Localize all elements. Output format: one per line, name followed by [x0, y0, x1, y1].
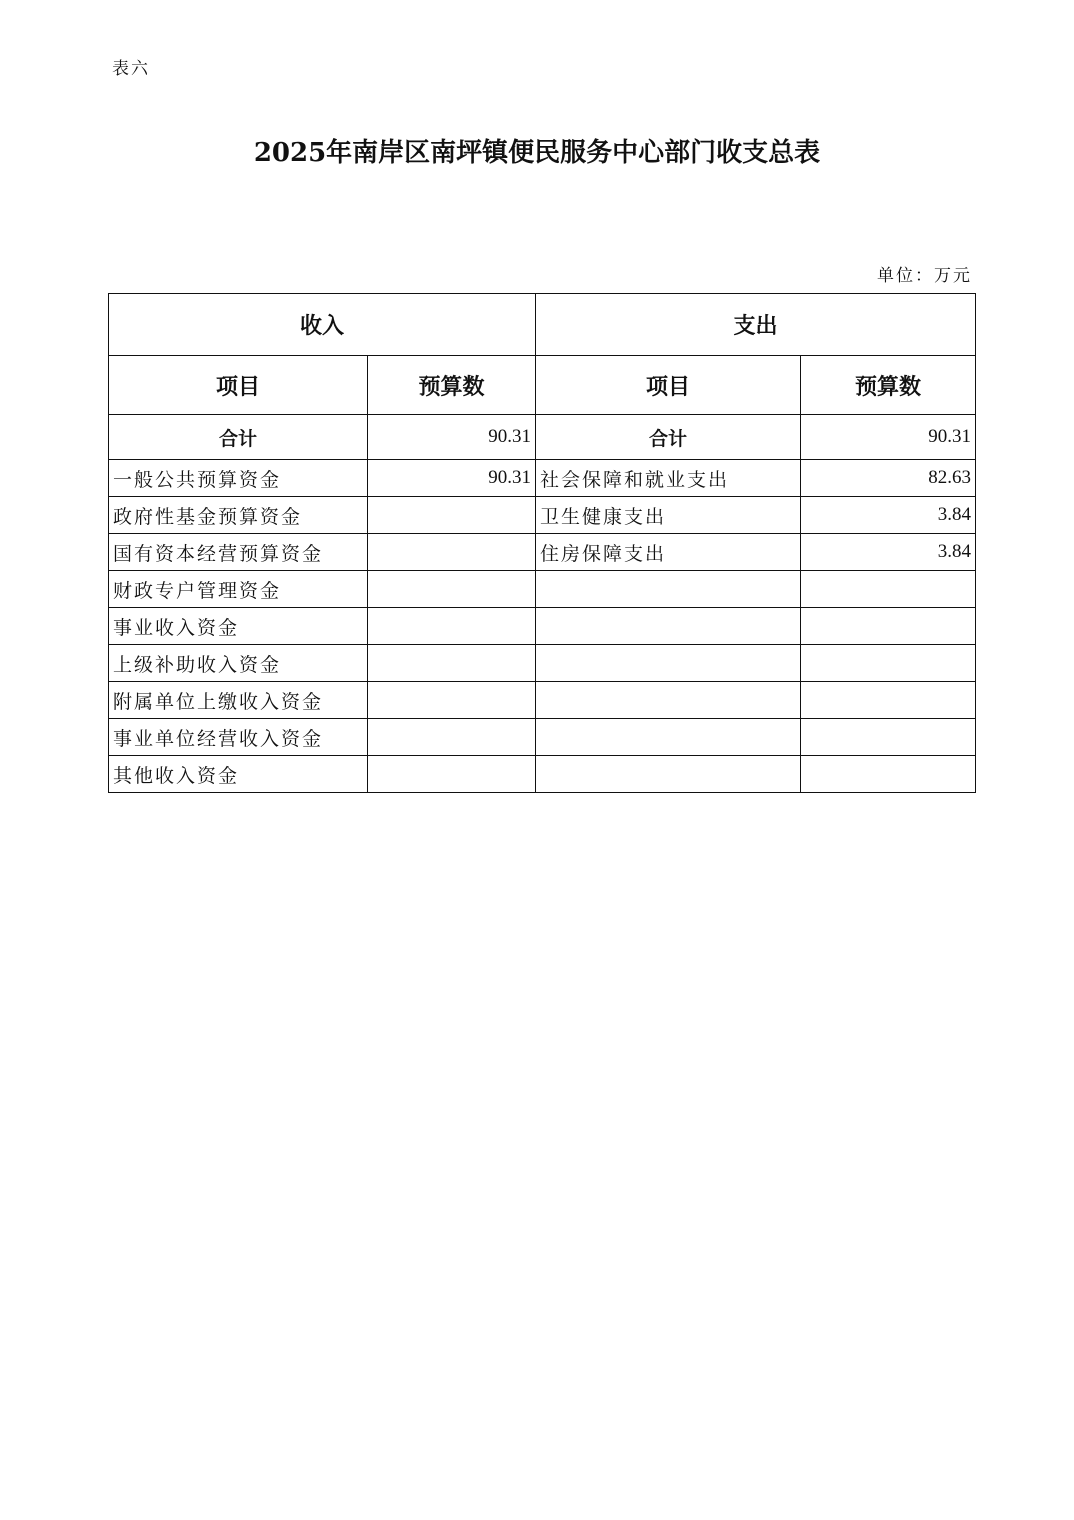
- expense-item-cell: 社会保障和就业支出: [536, 460, 801, 497]
- expense-item-cell: [536, 719, 801, 756]
- page-title: 2025年南岸区南坪镇便民服务中心部门收支总表: [253, 138, 821, 168]
- income-group-header: 收入: [109, 294, 536, 356]
- table-row: [109, 756, 976, 793]
- expense-amount-cell: [801, 645, 976, 682]
- table-row: [109, 497, 976, 534]
- income-amount-cell: [368, 571, 536, 608]
- income-item-header: 项目: [109, 356, 368, 415]
- expense-amount-cell: 3.84: [801, 497, 976, 534]
- table-number-label: 表六: [112, 59, 150, 79]
- income-amount-cell: [368, 645, 536, 682]
- table-row: [109, 460, 976, 497]
- income-item-cell: 上级补助收入资金: [109, 645, 368, 682]
- income-amount-cell: [368, 497, 536, 534]
- expense-total-label: 合计: [536, 415, 801, 460]
- table-row: [109, 719, 976, 756]
- expense-item-cell: 住房保障支出: [536, 534, 801, 571]
- income-total-amount: 90.31: [368, 415, 536, 460]
- expense-item-cell: [536, 571, 801, 608]
- total-row: [109, 415, 976, 460]
- table-row: [109, 682, 976, 719]
- expense-item-cell: 卫生健康支出: [536, 497, 801, 534]
- group-header-row: [109, 294, 976, 356]
- table-row: [109, 534, 976, 571]
- expense-total-amount: 90.31: [801, 415, 976, 460]
- table-row: [109, 645, 976, 682]
- income-total-label: 合计: [109, 415, 368, 460]
- expense-amount-cell: 3.84: [801, 534, 976, 571]
- income-amount-cell: [368, 608, 536, 645]
- income-item-cell: 事业单位经营收入资金: [109, 719, 368, 756]
- expense-item-cell: [536, 756, 801, 793]
- column-header-row: [109, 356, 976, 415]
- expense-item-cell: [536, 645, 801, 682]
- expense-amount-cell: [801, 608, 976, 645]
- table-row: [109, 608, 976, 645]
- expense-amount-cell: [801, 571, 976, 608]
- income-amount-cell: [368, 682, 536, 719]
- table-row: [109, 571, 976, 608]
- income-item-cell: 一般公共预算资金: [109, 460, 368, 497]
- expense-amount-cell: [801, 682, 976, 719]
- expense-amount-cell: [801, 756, 976, 793]
- income-item-cell: 其他收入资金: [109, 756, 368, 793]
- expense-amount-header: 预算数: [801, 356, 976, 415]
- income-amount-header: 预算数: [368, 356, 536, 415]
- expense-amount-cell: 82.63: [801, 460, 976, 497]
- expense-item-header: 项目: [536, 356, 801, 415]
- income-item-cell: 财政专户管理资金: [109, 571, 368, 608]
- income-item-cell: 事业收入资金: [109, 608, 368, 645]
- income-item-cell: 国有资本经营预算资金: [109, 534, 368, 571]
- expense-item-cell: [536, 608, 801, 645]
- income-amount-cell: [368, 534, 536, 571]
- expense-group-header: 支出: [536, 294, 976, 356]
- income-amount-cell: [368, 719, 536, 756]
- income-item-cell: 政府性基金预算资金: [109, 497, 368, 534]
- expense-amount-cell: [801, 719, 976, 756]
- expense-item-cell: [536, 682, 801, 719]
- unit-note: 单位：万元: [877, 266, 972, 286]
- income-amount-cell: [368, 756, 536, 793]
- budget-summary-table: [108, 293, 976, 793]
- income-item-cell: 附属单位上缴收入资金: [109, 682, 368, 719]
- income-amount-cell: 90.31: [368, 460, 536, 497]
